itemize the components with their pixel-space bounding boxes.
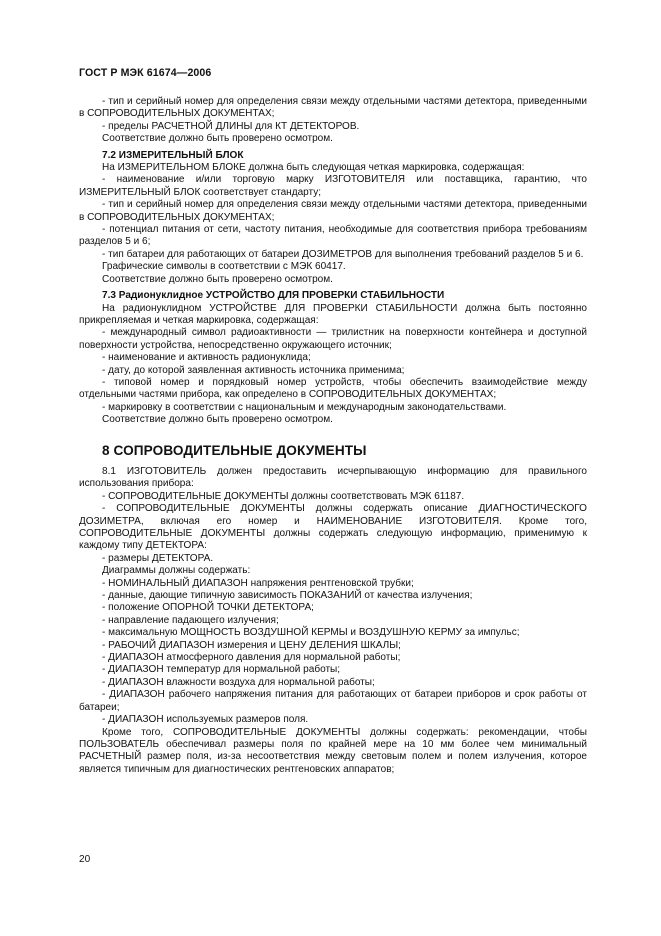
paragraph: - типовой номер и порядковый номер устройств, чтобы обеспечить взаимодействие между отдельными частями прибора, как определено в СОПРОВОДИТЕЛЬНЫХ ДОКУМЕНТАХ; (79, 376, 587, 401)
paragraph: - максимальную МОЩНОСТЬ ВОЗДУШНОЙ КЕРМЫ и ВОЗДУШНУЮ КЕРМУ за импульс; (102, 627, 520, 639)
paragraph: Кроме того, СОПРОВОДИТЕЛЬНЫЕ ДОКУМЕНТЫ должны содержать: рекомендации, чтобы ПОЛЬЗОВАТЕЛЬ обеспечивал размеры поля по крайней мере на 10 мм более чем минимальный РАСЧЕТНЫЙ размер поля, из-за несоответствия между световым полем и полем излучения, которое является типичным для диагностических рентгеновских аппаратов; (79, 726, 587, 775)
document-body (79, 96, 587, 776)
paragraph: - НОМИНАЛЬНЫЙ ДИАПАЗОН напряжения рентгеновской трубки; (102, 577, 414, 589)
paragraph: Соответствие должно быть проверено осмотром. (102, 133, 333, 145)
paragraph: - направление падающего излучения; (102, 614, 279, 626)
subsection-heading: 7.3 Радионуклидное УСТРОЙСТВО ДЛЯ ПРОВЕРКИ СТАБИЛЬНОСТИ (102, 290, 445, 302)
paragraph: Соответствие должно быть проверено осмотром. (102, 414, 333, 426)
paragraph: Соответствие должно быть проверено осмотром. (102, 273, 333, 285)
paragraph: - ДИАПАЗОН температур для нормальной работы; (102, 664, 341, 676)
paragraph: На радионуклидном УСТРОЙСТВЕ ДЛЯ ПРОВЕРКИ СТАБИЛЬНОСТИ должна быть постоянно прикрепляемая и четкая маркировка, содержащая: (79, 302, 587, 326)
paragraph: - ДИАПАЗОН рабочего напряжения питания для работающих от батареи приборов и срок работы от батареи; (79, 689, 587, 713)
paragraph: На ИЗМЕРИТЕЛЬНОМ БЛОКЕ должна быть следующая четкая маркировка, содержащая: (102, 162, 525, 174)
paragraph: - тип батареи для работающих от батареи ДОЗИМЕТРОВ для выполнения требований разделов 5 и 6. (102, 248, 584, 260)
paragraph: - ДИАПАЗОН влажности воздуха для нормальной работы; (102, 676, 375, 688)
paragraph: Графические символы в соответствии с МЭК 60417. (102, 261, 346, 273)
paragraph: - РАБОЧИЙ ДИАПАЗОН измерения и ЦЕНУ ДЕЛЕНИЯ ШКАЛЫ; (102, 639, 401, 651)
paragraph: - наименование и активность радионуклида; (102, 352, 311, 364)
subsection-heading: 7.2 ИЗМЕРИТЕЛЬНЫЙ БЛОК (102, 149, 244, 161)
paragraph: - СОПРОВОДИТЕЛЬНЫЕ ДОКУМЕНТЫ должны соответствовать МЭК 61187. (102, 490, 465, 502)
paragraph: - СОПРОВОДИТЕЛЬНЫЕ ДОКУМЕНТЫ должны содержать описание ДИАГНОСТИЧЕСКОГО ДОЗИМЕТРА, включая его номер и НАИМЕНОВАНИЕ ИЗГОТОВИТЕЛЯ. Кроме того, СОПРОВОДИТЕЛЬНЫЕ ДОКУМЕНТЫ должны содержать следующую информацию, применимую к каждому типу ДЕТЕКТОРА: (79, 503, 587, 552)
paragraph: - наименование и/или торговую марку ИЗГОТОВИТЕЛЯ или поставщика, гарантию, что ИЗМЕРИТЕЛЬНЫЙ БЛОК соответствует стандарту; (79, 174, 587, 198)
paragraph: - данные, дающие типичную зависимость ПОКАЗАНИЙ от качества излучения; (102, 590, 473, 602)
document-header: ГОСТ Р МЭК 61674—2006 (79, 67, 212, 79)
paragraph: - маркировку в соответствии с национальным и международным законодательствами. (102, 401, 507, 413)
paragraph: - тип и серийный номер для определения связи между отдельными частями детектора, приведенными в СОПРОВОДИТЕЛЬНЫХ ДОКУМЕНТАХ; (79, 199, 587, 223)
paragraph: - дату, до которой заявленная активность источника применима; (102, 364, 405, 376)
paragraph: - положение ОПОРНОЙ ТОЧКИ ДЕТЕКТОРА; (102, 602, 314, 614)
paragraph: - тип и серийный номер для определения связи между отдельными частями детектора, приведенными в СОПРОВОДИТЕЛЬНЫХ ДОКУМЕНТАХ; (79, 96, 587, 120)
paragraph: - международный символ радиоактивности — трилистник на поверхности контейнера и доступной поверхности устройства, непосредственно окружающего источник; (79, 327, 587, 351)
paragraph: Диаграммы должны содержать: (102, 565, 251, 577)
paragraph: - ДИАПАЗОН атмосферного давления для нормальной работы; (102, 652, 401, 664)
paragraph: - размеры ДЕТЕКТОРА. (102, 552, 214, 564)
page-number: 20 (79, 854, 91, 865)
paragraph: - потенциал питания от сети, частоту питания, необходимые для соответствия прибора требованиям разделов 5 и 6; (79, 224, 587, 248)
paragraph: - ДИАПАЗОН используемых размеров поля. (102, 714, 309, 726)
section-heading: 8 СОПРОВОДИТЕЛЬНЫЕ ДОКУМЕНТЫ (102, 442, 367, 458)
paragraph: 8.1 ИЗГОТОВИТЕЛЬ должен предоставить исчерпывающую информацию для правильного использования прибора: (79, 465, 587, 490)
paragraph: - пределы РАСЧЕТНОЙ ДЛИНЫ для КТ ДЕТЕКТОРОВ. (102, 120, 360, 132)
